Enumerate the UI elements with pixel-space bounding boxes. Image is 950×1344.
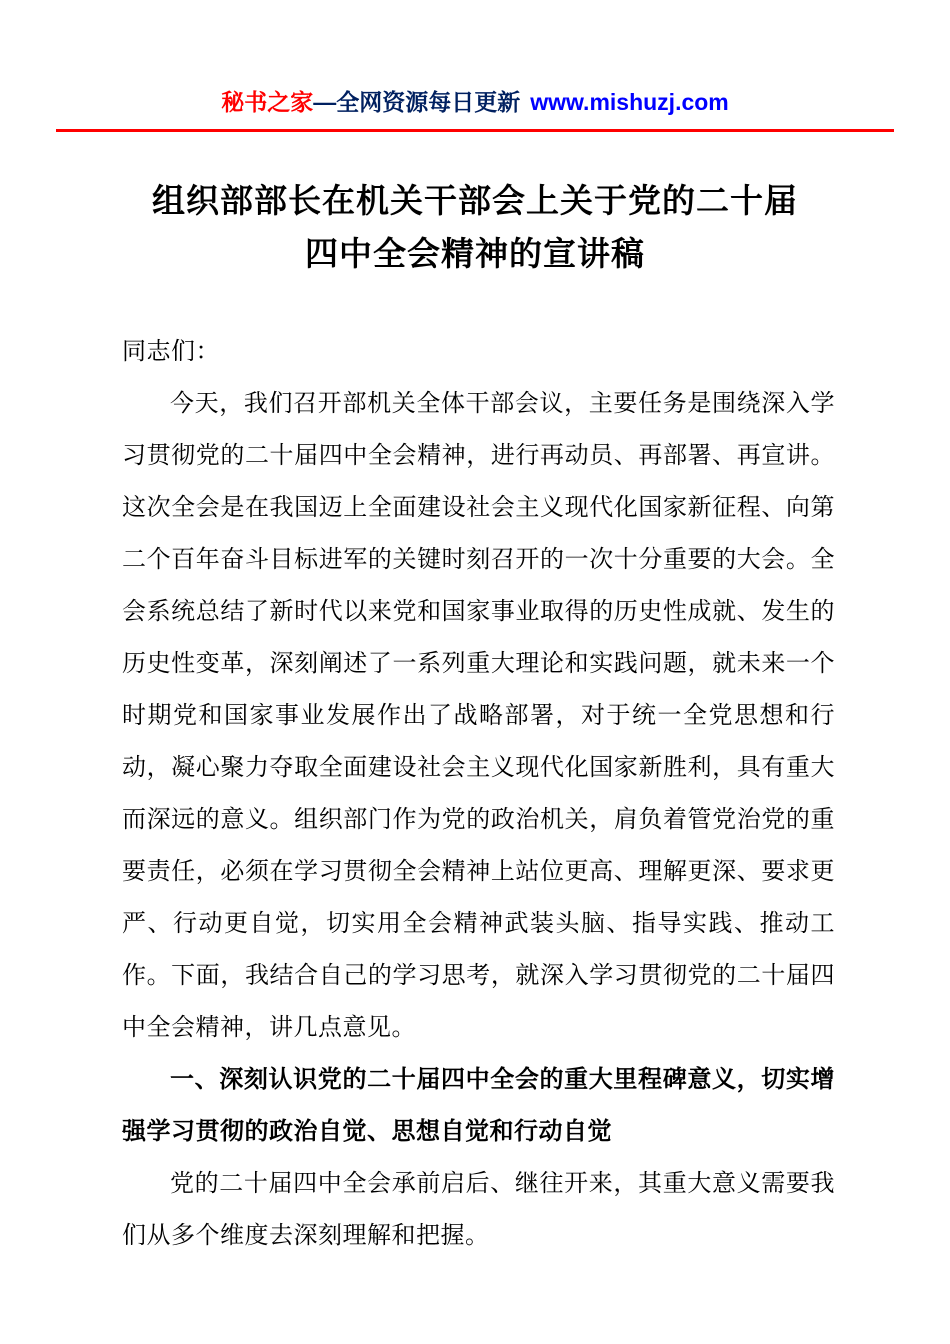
site-tagline: —全网资源每日更新 — [313, 89, 521, 115]
header-divider-rule — [56, 129, 894, 132]
document-body — [122, 326, 835, 1262]
site-url-link[interactable]: www.mishuzj.com — [530, 89, 729, 115]
site-name: 秘书之家 — [221, 89, 314, 115]
site-header — [0, 0, 950, 117]
paragraph-intro: 今天，我们召开部机关全体干部会议，主要任务是围绕深入学习贯彻党的二十届四中全会精神，进行再动员、再部署、再宣讲。这次全会是在我国迈上全面建设社会主义现代化国家新征程、向第二个百年奋斗目标进军的关键时刻召开的一次十分重要的大会。全会系统总结了新时代以来党和国家事业取得的历史性成就、发生的历史性变革，深刻阐述了一系列重大理论和实践问题，就未来一个时期党和国家事业发展作出了战略部署，对于统一全党思想和行动，凝心聚力夺取全面建设社会主义现代化国家新胜利，具有重大而深远的意义。组织部门作为党的政治机关，肩负着管党治党的重要责任，必须在学习贯彻全会精神上站位更高、理解更深、要求更严、行动更自觉，切实用全会精神武装头脑、指导实践、推动工作。下面，我结合自己的学习思考，就深入学习贯彻党的二十届四中全会精神，讲几点意见。 — [122, 390, 835, 1041]
section-heading-1: 一、深刻认识党的二十届四中全会的重大里程碑意义，切实增强学习贯彻的政治自觉、思想自觉和行动自觉 — [122, 1066, 835, 1145]
document-title-line1: 组织部部长在机关干部会上关于党的二十届 — [152, 182, 798, 219]
paragraph-section-lead: 党的二十届四中全会承前启后、继往开来，其重大意义需要我们从多个维度去深刻理解和把握。 — [122, 1170, 835, 1249]
document-title-line2: 四中全会精神的宣讲稿 — [305, 235, 645, 272]
document-title — [100, 174, 850, 280]
salutation: 同志们： — [122, 338, 220, 365]
